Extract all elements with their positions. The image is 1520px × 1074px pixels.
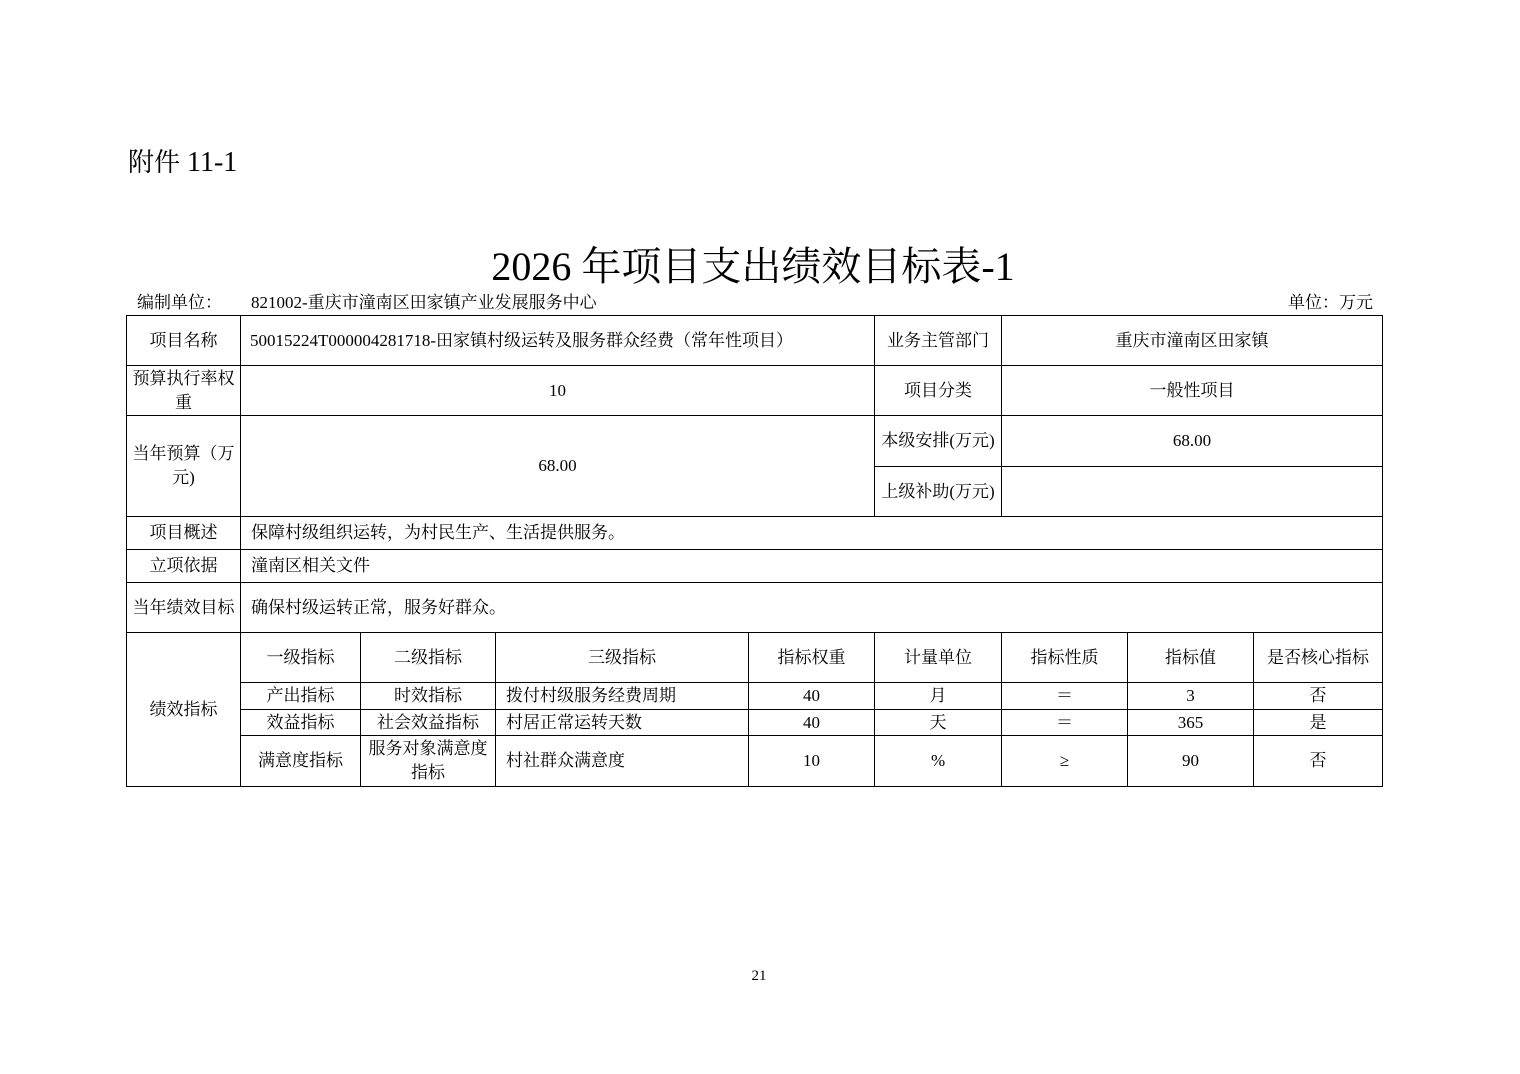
budget-value: 68.00 — [241, 416, 875, 517]
indicator-level2: 服务对象满意度指标 — [361, 736, 496, 787]
header-nature: 指标性质 — [1002, 633, 1128, 683]
dept-label: 业务主管部门 — [875, 316, 1002, 366]
indicator-level1: 产出指标 — [241, 683, 361, 710]
org-label: 编制单位： — [137, 293, 222, 312]
row-overview — [127, 517, 1383, 550]
header-level1: 一级指标 — [241, 633, 361, 683]
project-name-value: 50015224T000004281718-田家镇村级运转及服务群众经费（常年性项目） — [241, 316, 875, 366]
dept-value: 重庆市潼南区田家镇 — [1002, 316, 1383, 366]
performance-table — [126, 315, 1383, 787]
indicator-nature: ＝ — [1002, 683, 1128, 710]
indicator-weight: 40 — [749, 710, 875, 736]
budget-label: 当年预算（万元) — [127, 416, 241, 517]
header-level2: 二级指标 — [361, 633, 496, 683]
header-value: 指标值 — [1128, 633, 1254, 683]
org-value: 821002-重庆市潼南区田家镇产业发展服务中心 — [251, 293, 597, 312]
indicator-row — [127, 736, 1383, 787]
page-number: 21 — [751, 968, 767, 984]
overview-label: 项目概述 — [127, 517, 241, 550]
row-budget-local — [127, 416, 1383, 467]
indicator-unit: 天 — [875, 710, 1002, 736]
indicator-weight: 10 — [749, 736, 875, 787]
indicator-core: 否 — [1254, 683, 1383, 710]
indicator-core: 否 — [1254, 736, 1383, 787]
indicator-value: 365 — [1128, 710, 1254, 736]
indicator-level3: 村居正常运转天数 — [496, 710, 749, 736]
upper-label: 上级补助(万元) — [875, 467, 1002, 517]
indicator-unit: 月 — [875, 683, 1002, 710]
indicator-level1: 满意度指标 — [241, 736, 361, 787]
indicator-value: 90 — [1128, 736, 1254, 787]
indicator-row — [127, 710, 1383, 736]
indicator-level2: 社会效益指标 — [361, 710, 496, 736]
row-goal — [127, 583, 1383, 633]
overview-value: 保障村级组织运转，为村民生产、生活提供服务。 — [241, 517, 1383, 550]
indicator-level3: 村社群众满意度 — [496, 736, 749, 787]
org-row — [137, 291, 1373, 315]
header-weight: 指标权重 — [749, 633, 875, 683]
row-basis — [127, 550, 1383, 583]
indicator-level2: 时效指标 — [361, 683, 496, 710]
category-label: 项目分类 — [875, 366, 1002, 416]
header-level3: 三级指标 — [496, 633, 749, 683]
indicator-level1: 效益指标 — [241, 710, 361, 736]
attachment-number: 11-1 — [187, 147, 238, 178]
weight-value: 10 — [241, 366, 875, 416]
unit-label: 单位：万元 — [1288, 293, 1373, 312]
indicator-row — [127, 683, 1383, 710]
indicator-header-row — [127, 633, 1383, 683]
local-label: 本级安排(万元) — [875, 416, 1002, 467]
indicator-nature: ≥ — [1002, 736, 1128, 787]
indicator-value: 3 — [1128, 683, 1254, 710]
weight-label: 预算执行率权重 — [127, 366, 241, 416]
row-weight — [127, 366, 1383, 416]
attachment-prefix: 附件 — [128, 148, 181, 178]
header-unit: 计量单位 — [875, 633, 1002, 683]
header-core: 是否核心指标 — [1254, 633, 1383, 683]
indicator-core: 是 — [1254, 710, 1383, 736]
indicator-section-label: 绩效指标 — [127, 633, 241, 787]
basis-label: 立项依据 — [127, 550, 241, 583]
indicator-nature: ＝ — [1002, 710, 1128, 736]
local-value: 68.00 — [1002, 416, 1383, 467]
attachment-label — [128, 143, 237, 183]
project-name-label: 项目名称 — [127, 316, 241, 366]
page-title: 2026 年项目支出绩效目标表-1 — [491, 244, 1015, 289]
goal-value: 确保村级运转正常，服务好群众。 — [241, 583, 1383, 633]
indicator-weight: 40 — [749, 683, 875, 710]
category-value: 一般性项目 — [1002, 366, 1383, 416]
indicator-unit: % — [875, 736, 1002, 787]
indicator-level3: 拨付村级服务经费周期 — [496, 683, 749, 710]
row-project-name — [127, 316, 1383, 366]
upper-value — [1002, 467, 1383, 517]
goal-label: 当年绩效目标 — [127, 583, 241, 633]
basis-value: 潼南区相关文件 — [241, 550, 1383, 583]
